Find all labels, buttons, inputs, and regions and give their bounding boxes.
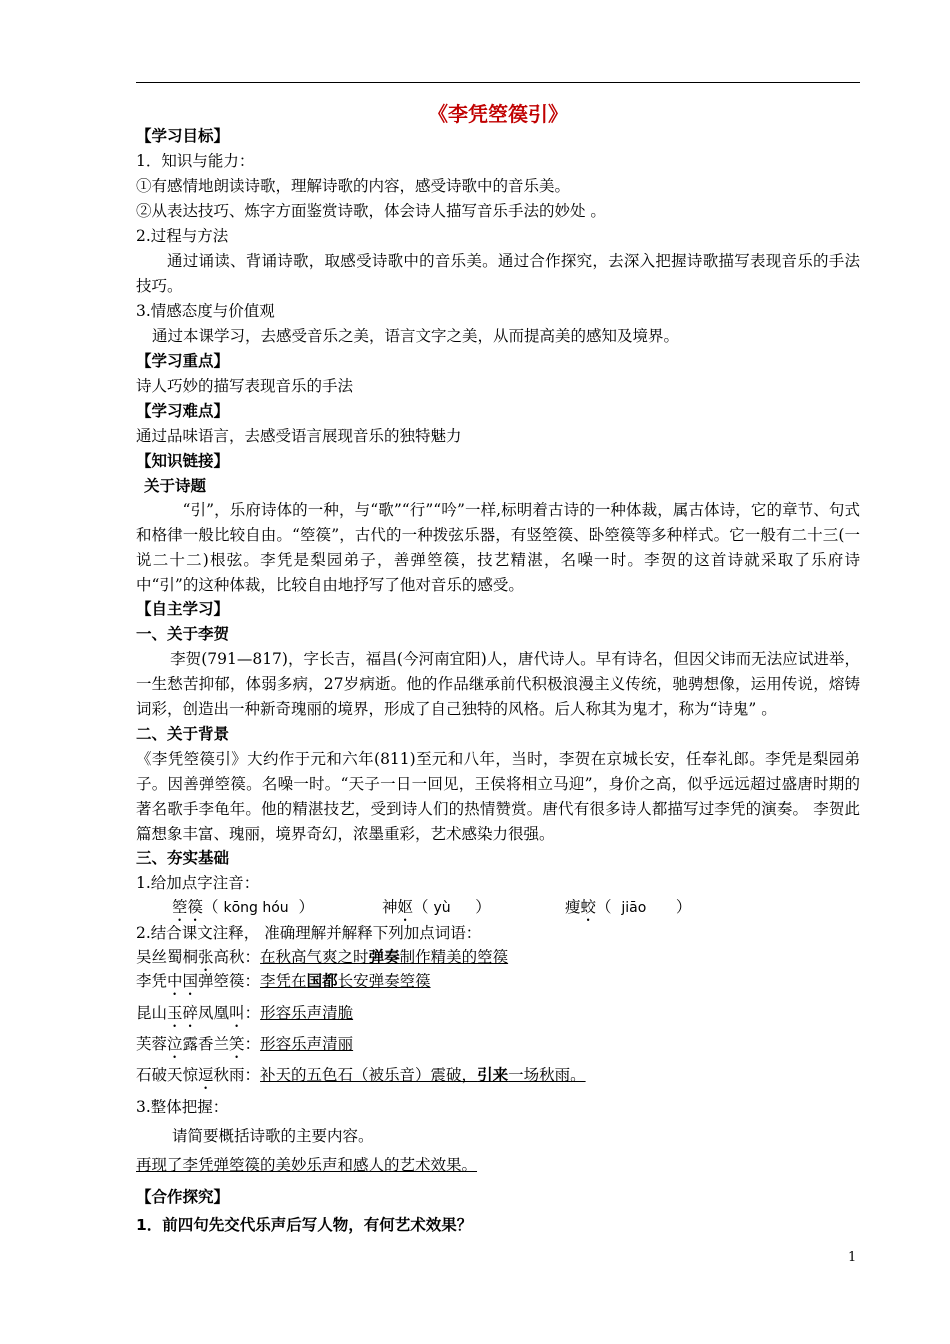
gloss-row [136,1064,586,1093]
difficulty-text: 通过品味语言，去感受语言展现音乐的独特魅力 [136,427,462,445]
goals-heading: 【学习目标】 [136,127,230,145]
pinyin-answer: kōng hóu [223,900,289,916]
goal-item-1b: ②从表达技巧、炼字方面鉴赏诗歌，体会诗人描写音乐手法的妙处 。 [136,202,606,220]
focus-text: 诗人巧妙的描写表现音乐的手法 [136,377,354,395]
section-3-heading: 三、夯实基础 [136,849,230,867]
bracket-close: ） [298,898,315,916]
pinyin-word: 神妪 [382,898,414,916]
pinyin-item-1 [172,896,314,925]
pinyin-answer: yù [433,900,451,916]
gloss-answer: 补天的五色石（被乐音）震破，引来一场秋雨。 [260,1065,586,1084]
gloss-answer: 李凭在国都长安弹奏箜篌 [260,971,431,990]
gloss-phrase: 吴丝蜀桐张高秋： [136,948,261,966]
page-number: 1 [848,1250,857,1265]
section-2-text: 《李凭箜篌引》大约作于元和六年(811)至元和八年，当时，李贺在京城长安，任奉礼郎。李凭是梨园弟子。因善弹箜篌。名噪一时。“天子一日一回见，王侯将相立马迎”，身价之高，似乎远远超过盛唐时期的著名歌手李龟年。他的精湛技艺，受到诗人们的热情赞赏。唐代有很多诗人都描写过李凭的演奏。 李贺此篇想象丰富、瑰丽，境界奇幻，浓墨重彩，艺术感染力很强。 [136,750,860,843]
gloss-answer: 形容乐声清脆 [260,1004,354,1022]
coop-question-1: 1．前四句先交代乐声后写人物，有何艺术效果？ [136,1216,473,1234]
question-1: 1.给加点字注音： [136,874,260,892]
pinyin-item-3 [565,896,691,925]
pinyin-item-2 [382,896,491,925]
gloss-row [136,1002,353,1031]
coop-heading: 【合作探究】 [136,1188,230,1206]
goal-item-3-text: 通过本课学习，去感受音乐之美，语言文字之美，从而提高美的感知及境界。 [152,327,680,345]
gloss-answer: 在秋高气爽之时弹奏制作精美的箜篌 [260,947,509,966]
gloss-row [136,1033,353,1062]
gloss-phrase: 芙蓉泣露香兰笑： [136,1035,261,1053]
header-rule [136,82,860,83]
link-heading: 【知识链接】 [136,452,230,470]
gloss-row [136,970,431,999]
goal-item-1: 1．知识与能力： [136,152,255,170]
self-heading: 【自主学习】 [136,600,230,618]
gloss-phrase: 石破天惊逗秋雨： [136,1066,261,1084]
gloss-answer: 形容乐声清丽 [260,1035,354,1053]
gloss-phrase: 李凭中国弹箜篌： [136,972,261,990]
question-3-answer: 再现了李凭弹箜篌的美妙乐声和感人的艺术效果。 [136,1156,478,1174]
section-1-heading: 一、关于李贺 [136,625,230,643]
goal-item-1a: ①有感情地朗读诗歌，理解诗歌的内容，感受诗歌中的音乐美。 [136,177,571,195]
goal-item-2: 2.过程与方法 [136,227,229,245]
section-1-text: 李贺(791—817)，字长吉，福昌(今河南宜阳)人，唐代诗人。早有诗名，但因父讳而无法应试进举，一生愁苦抑郁，体弱多病，27岁病逝。他的作品继承前代积极浪漫主义传统，驰骋想像，运用传说，熔铸词彩，创造出一种新奇瑰丽的境界，形成了自己独特的风格。后人称其为鬼才，称为“诗鬼” 。 [136,650,860,718]
question-2: 2.结合课文注释， 准确理解并解释下列加点词语： [136,924,482,942]
gloss-phrase: 昆山玉碎凤凰叫： [136,1004,261,1022]
link-text: “引”，乐府诗体的一种，与“歌”“行”“吟”一样,标明着古诗的一种体裁，属古体诗，它的章节、句式和格律一般比较自由。“箜篌”，古代的一种拨弦乐器，有竖箜篌、卧箜篌等多种样式。它一般有二十三(一说二十二)根弦。李凭是梨园弟子，善弹箜篌，技艺精湛，名噪一时。李贺的这首诗就采取了乐府诗中“引”的这种体裁，比较自由地抒写了他对音乐的感受。 [136,501,860,594]
difficulty-heading: 【学习难点】 [136,402,230,420]
section-2-heading: 二、关于背景 [136,725,230,743]
bracket-open: （ [596,898,612,916]
page-title: 《李凭箜篌引》 [428,102,568,126]
pinyin-word: 瘦蛟 [565,898,597,916]
goal-item-3: 3.情感态度与价值观 [136,302,275,320]
focus-heading: 【学习重点】 [136,352,230,370]
question-3: 3.整体把握： [136,1098,229,1116]
bracket-open: （ [203,898,219,916]
pinyin-answer: jiāo [621,900,647,916]
pinyin-word: 箜篌 [172,898,204,916]
bracket-close: ） [475,898,491,916]
link-subheading: 关于诗题 [144,477,207,495]
bracket-close: ） [675,898,692,916]
goal-item-2-text: 通过诵读、背诵诗歌，取感受诗歌中的音乐美。通过合作探究，去深入把握诗歌描写表现音乐的手法技巧。 [136,252,860,295]
bracket-open: （ [413,898,429,916]
question-3-prompt: 请简要概括诗歌的主要内容。 [172,1127,374,1145]
